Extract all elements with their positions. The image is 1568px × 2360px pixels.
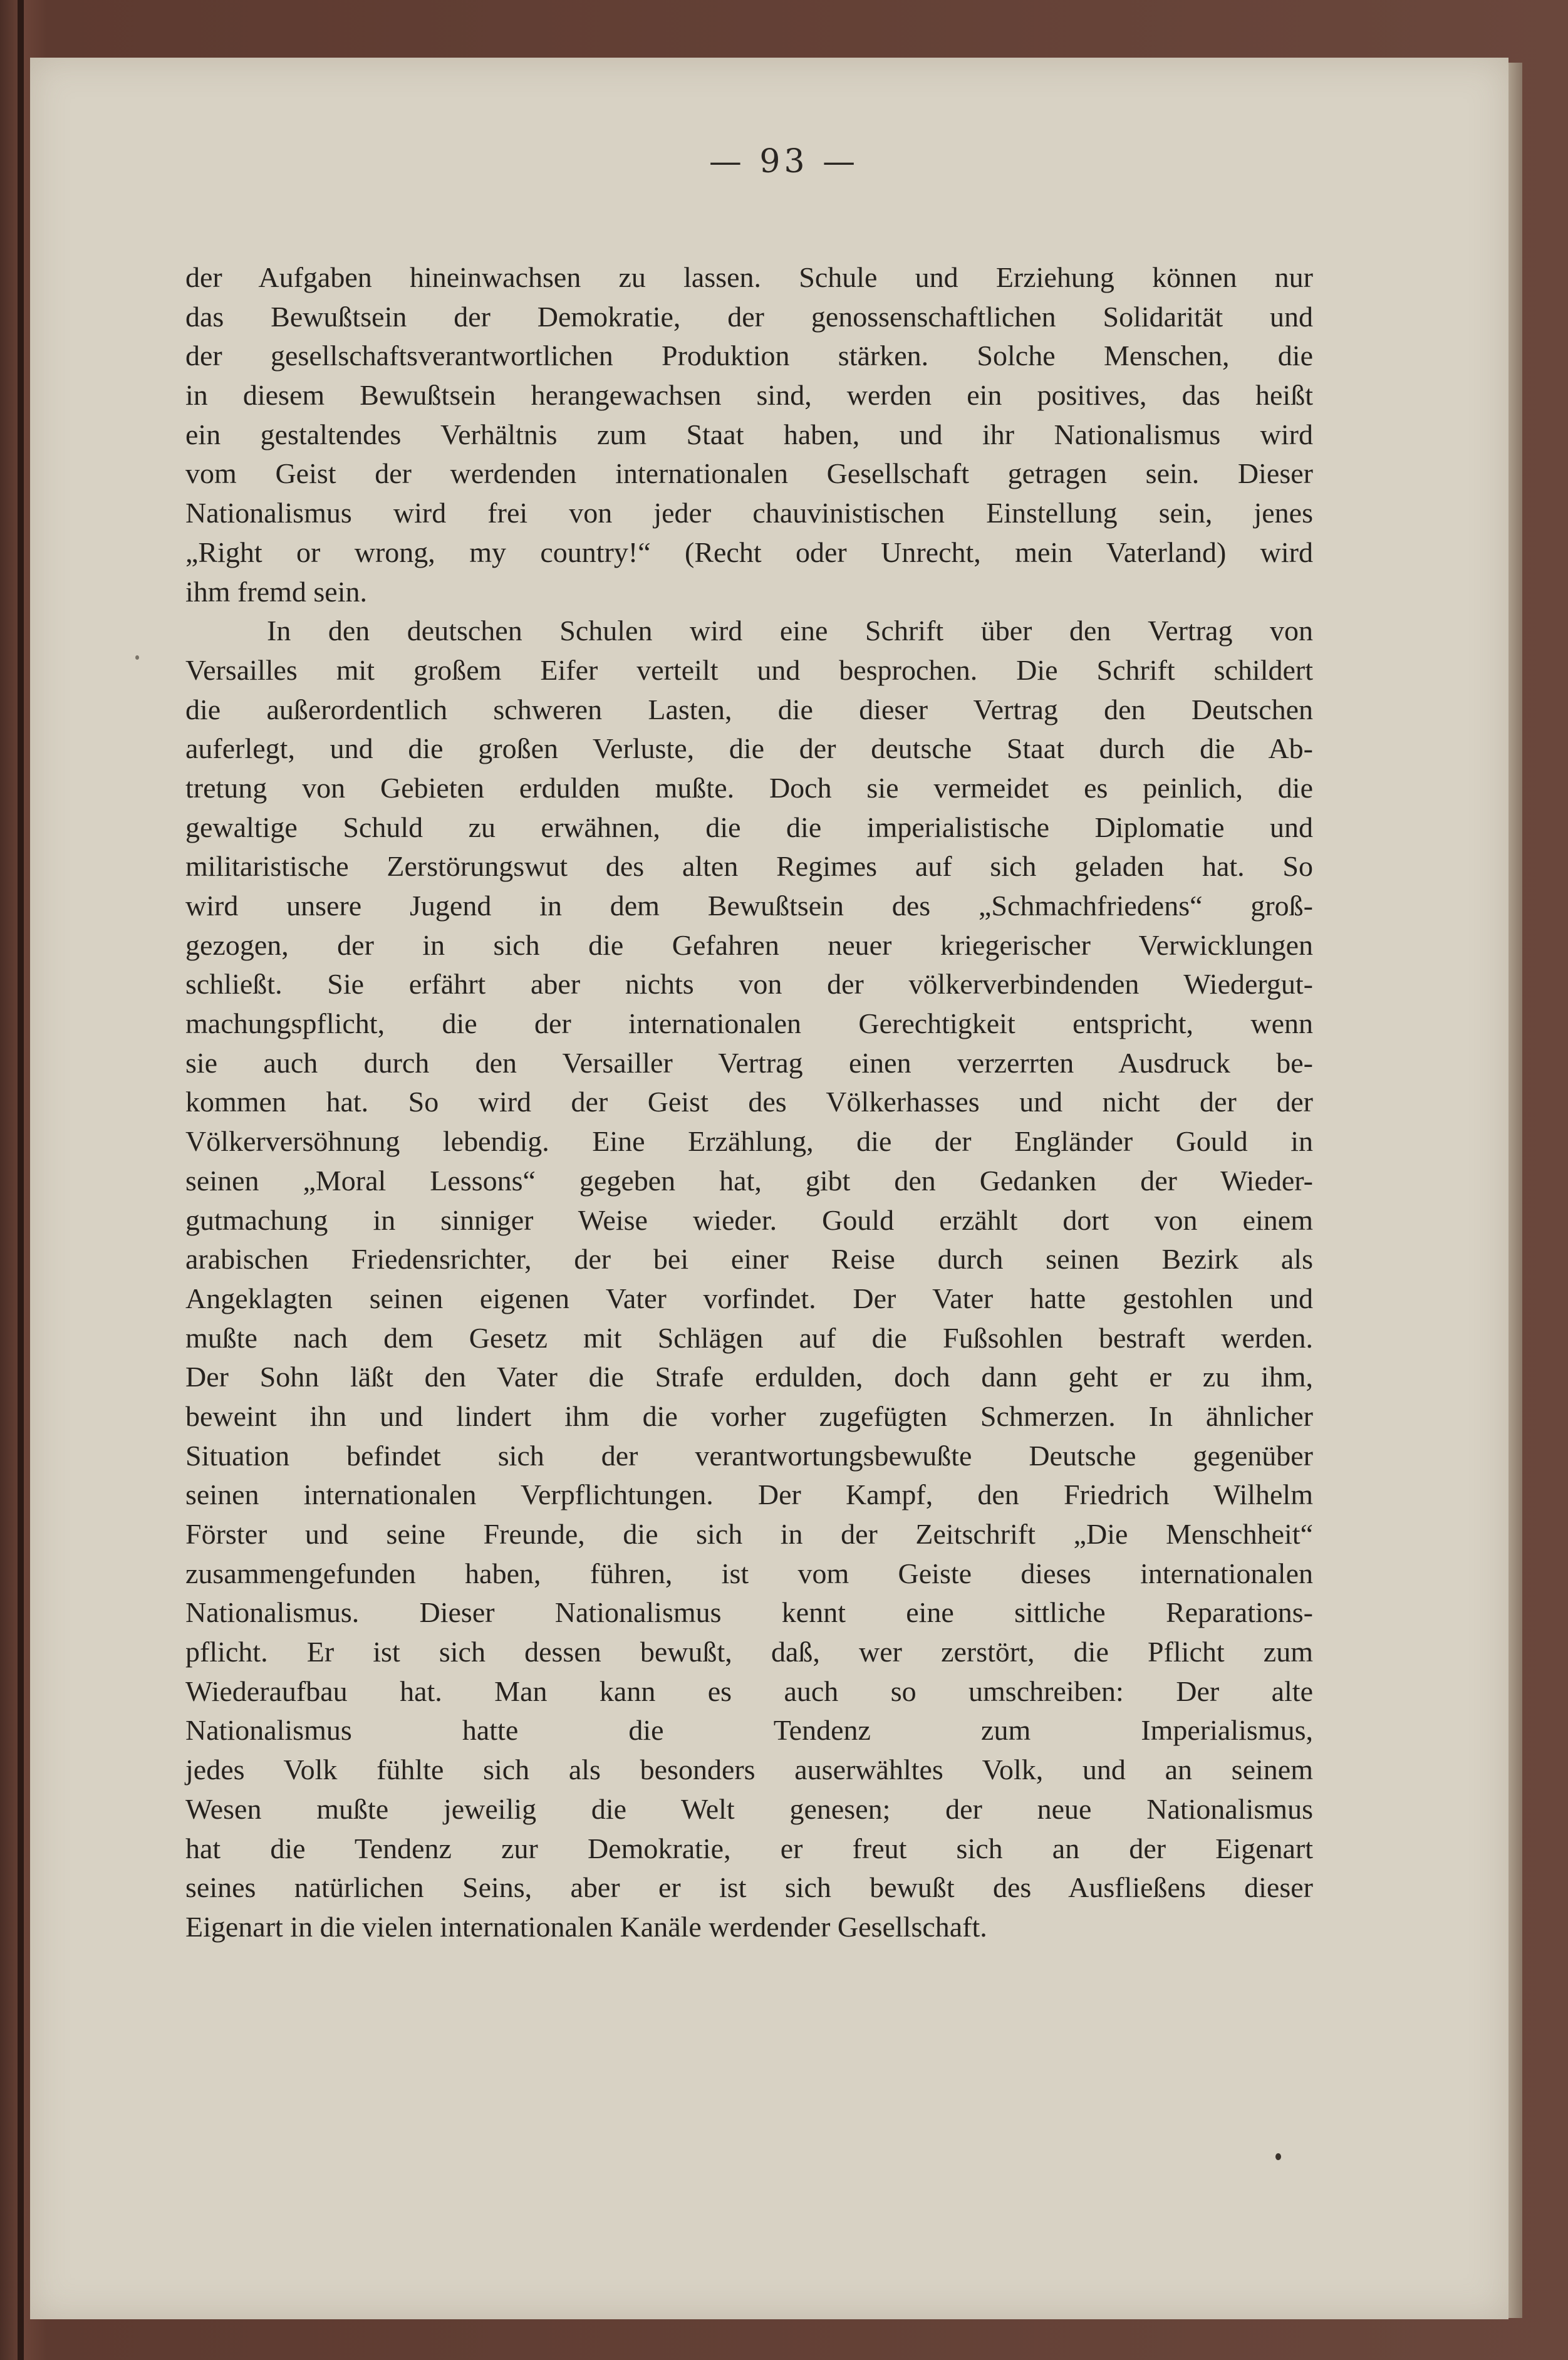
text-line: zusammengefunden haben, führen, ist vom Geiste dieses internationalen <box>185 1557 1313 1589</box>
text-line: schließt. Sie erfährt aber nichts von der völkerverbindenden Wiedergut- <box>185 968 1313 1001</box>
text-line: Angeklagten seinen eigenen Vater vorfindet. Der Vater hatte gestohlen und <box>185 1282 1313 1314</box>
ink-speck <box>135 655 139 660</box>
text-line: in diesem Bewußtsein herangewachsen sind, werden ein positives, das heißt <box>185 379 1313 412</box>
text-line: arabischen Friedensrichter, der bei einer Reise durch seinen Bezirk als <box>185 1243 1313 1276</box>
text-line: Förster und seine Freunde, die sich in der Zeitschrift „Die Menschheit“ <box>185 1518 1313 1550</box>
text-line: „Right or wrong, my country!“ (Recht oder Unrecht, mein Vaterland) wird <box>185 536 1313 568</box>
text-line: sie auch durch den Versailler Vertrag einen verzerrten Ausdruck be- <box>185 1046 1313 1079</box>
paragraph-1 <box>185 258 1313 611</box>
text-line: hat die Tendenz zur Demokratie, er freut sich an der Eigenart <box>185 1832 1313 1864</box>
text-line: Versailles mit großem Eifer verteilt und besprochen. Die Schrift schildert <box>185 653 1313 686</box>
text-line: ihm fremd sein. <box>185 575 367 608</box>
text-line: seinen internationalen Verpflichtungen. Der Kampf, den Friedrich Wilhelm <box>185 1479 1313 1511</box>
text-line: der Aufgaben hineinwachsen zu lassen. Schule und Erziehung können nur <box>185 261 1313 293</box>
text-line: kommen hat. So wird der Geist des Völkerhasses und nicht der der <box>185 1086 1313 1118</box>
text-line: beweint ihn und lindert ihm die vorher zugefügten Schmerzen. In ähnlicher <box>185 1400 1313 1432</box>
text-line: seines natürlichen Seins, aber er ist sich bewußt des Ausfließens dieser <box>185 1871 1313 1904</box>
text-line: der gesellschaftsverantwortlichen Produktion stärken. Solche Menschen, die <box>185 340 1313 372</box>
paragraph-2 <box>185 611 1313 1947</box>
text-line: Situation befindet sich der verantwortungsbewußte Deutsche gegenüber <box>185 1439 1313 1472</box>
text-line: das Bewußtsein der Demokratie, der genossenschaftlichen Solidarität und <box>185 300 1313 333</box>
text-line: die außerordentlich schweren Lasten, die dieser Vertrag den Deutschen <box>185 693 1313 725</box>
text-line: seinen „Moral Lessons“ gegeben hat, gibt den Gedanken der Wieder- <box>185 1164 1313 1197</box>
text-line: mußte nach dem Gesetz mit Schlägen auf die Fußsohlen bestraft werden. <box>185 1321 1313 1354</box>
text-line: militaristische Zerstörungswut des alten Regimes auf sich geladen hat. So <box>185 850 1313 883</box>
text-line: machungspflicht, die der internationalen Gerechtigkeit entspricht, wenn <box>185 1007 1313 1040</box>
book-spine <box>18 0 24 2360</box>
text-line: Völkerversöhnung lebendig. Eine Erzählung, die der Engländer Gould in <box>185 1125 1313 1158</box>
ink-speck <box>1275 2153 1281 2160</box>
text-line: Nationalismus. Dieser Nationalismus kennt eine sittliche Reparations- <box>185 1596 1313 1629</box>
page-number: — 93 — <box>709 143 859 180</box>
text-line: Wiederaufbau hat. Man kann es auch so umschreiben: Der alte <box>185 1675 1313 1707</box>
text-line: wird unsere Jugend in dem Bewußtsein des „Schmachfriedens“ groß- <box>185 890 1313 922</box>
text-line: Eigenart in die vielen internationalen Kanäle werdender Gesellschaft. <box>185 1910 987 1943</box>
text-line: Der Sohn läßt den Vater die Strafe erdulden, doch dann geht er zu ihm, <box>185 1361 1313 1393</box>
text-line: gewaltige Schuld zu erwähnen, die die imperialistische Diplomatie und <box>185 811 1313 843</box>
text-line: Nationalismus hatte die Tendenz zum Imperialismus, <box>185 1714 1313 1747</box>
text-line: vom Geist der werdenden internationalen Gesellschaft getragen sein. Dieser <box>185 457 1313 490</box>
text-line: ein gestaltendes Verhältnis zum Staat haben, und ihr Nationalismus wird <box>185 418 1313 450</box>
text-line: gezogen, der in sich die Gefahren neuer kriegerischer Verwicklungen <box>185 928 1313 961</box>
text-line: In den deutschen Schulen wird eine Schrift über den Vertrag von <box>267 615 1313 647</box>
text-line: pflicht. Er ist sich dessen bewußt, daß, wer zerstört, die Pflicht zum <box>185 1636 1313 1668</box>
text-line: gutmachung in sinniger Weise wieder. Gould erzählt dort von einem <box>185 1203 1313 1236</box>
body-text <box>185 258 1313 1947</box>
text-line: jedes Volk fühlte sich als besonders auserwähltes Volk, und an seinem <box>185 1754 1313 1786</box>
text-line: Wesen mußte jeweilig die Welt genesen; der neue Nationalismus <box>185 1792 1313 1825</box>
text-line: auferlegt, und die großen Verluste, die der deutsche Staat durch die Ab- <box>185 732 1313 765</box>
text-line: tretung von Gebieten erdulden mußte. Doch sie vermeidet es peinlich, die <box>185 771 1313 804</box>
text-line: Nationalismus wird frei von jeder chauvinistischen Einstellung sein, jenes <box>185 497 1313 529</box>
